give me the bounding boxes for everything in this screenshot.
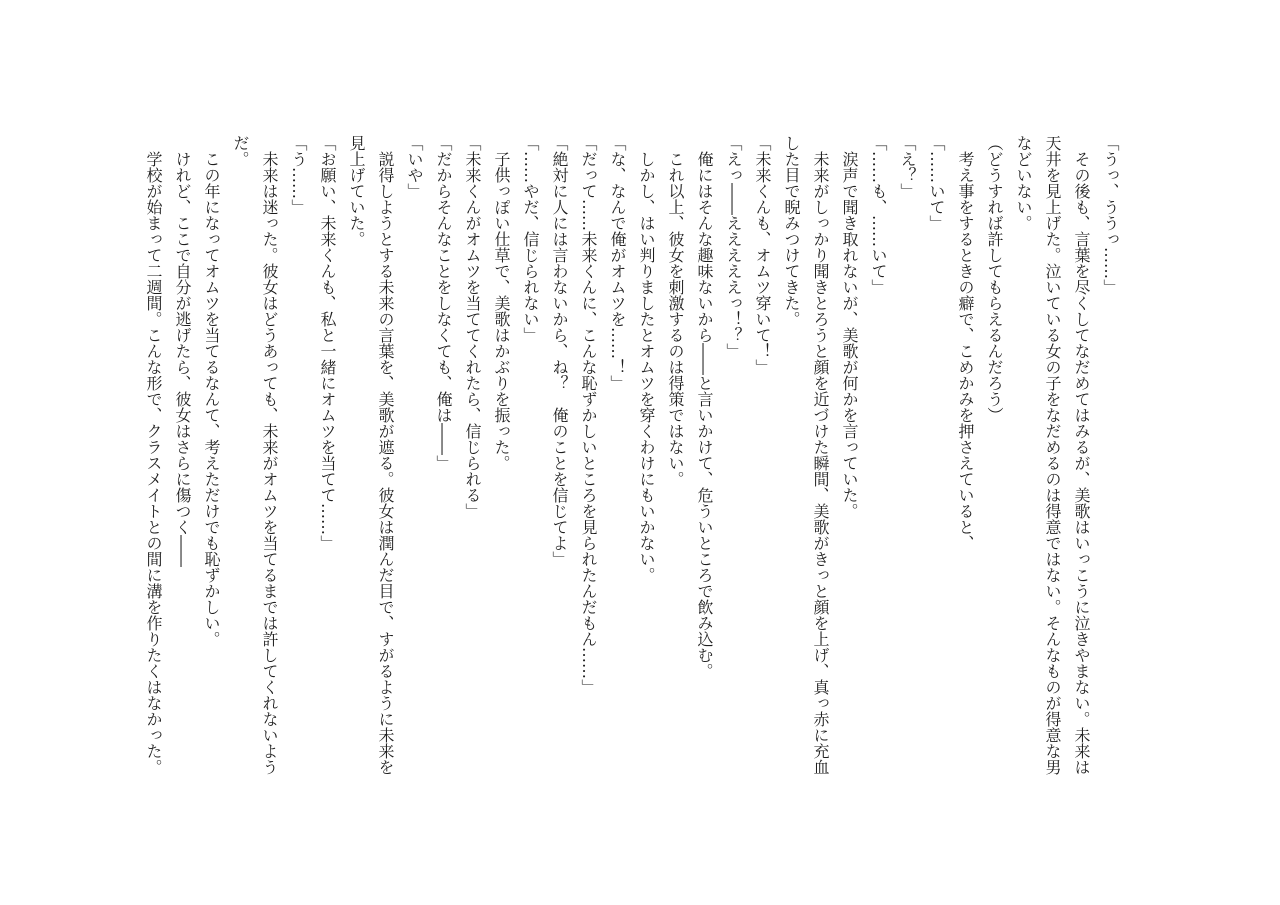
paragraph [168, 135, 197, 780]
paragraph [429, 135, 458, 780]
text-line: 未来がしっかり聞きとろうと顔を近づけた瞬間、美歌がきっと顔を上げ、真っ赤に充血 [811, 135, 830, 775]
text-line: 「いや」 [405, 135, 424, 199]
paragraph [400, 135, 429, 780]
paragraph [980, 135, 1009, 780]
text-line: 説得しようとする未来の言葉を、美歌が遮る。彼女は潤んだ目で、すがるように未来を [376, 135, 395, 775]
paragraph [951, 135, 980, 780]
paragraph [777, 135, 835, 780]
text-line: 「え？」 [898, 135, 917, 199]
text-line: 俺にはそんな趣味ないから――と言いかけて、危ういところで飲み込む。 [695, 135, 714, 679]
paragraph [284, 135, 313, 780]
text-line: （どうすれば許してもらえるんだろう） [985, 135, 1004, 423]
paragraph [226, 135, 284, 780]
text-line: その後も、言葉を尽くしてなだめてはみるが、美歌はいっこうに泣きやまない。未来は [1072, 135, 1091, 775]
text-line: 「未来くんがオムツを当ててくれたら、信じられる」 [463, 135, 482, 519]
paragraph [197, 135, 226, 780]
text-line: 天井を見上げた。泣いている女の子をなだめるのは得意ではない。そんなものが得意な男 [1043, 135, 1062, 775]
paragraph [893, 135, 922, 780]
text-line: だ。 [231, 135, 250, 167]
paragraph [603, 135, 632, 780]
paragraph [574, 135, 603, 780]
paragraph [545, 135, 574, 780]
text-line: けれど、ここで自分が逃げたら、彼女はさらに傷つく―― [173, 135, 192, 567]
paragraph [139, 135, 168, 780]
text-line: 考え事をするときの癖で、こめかみを押さえていると、 [956, 135, 975, 551]
text-line: 「だからそんなことをしなくても、俺は――」 [434, 135, 453, 471]
paragraph [342, 135, 400, 780]
text-line: した目で睨みつけてきた。 [782, 135, 801, 327]
text-line: 「えっ――えええええっ！？」 [724, 135, 743, 359]
paragraph [516, 135, 545, 780]
paragraph [748, 135, 777, 780]
paragraph [719, 135, 748, 780]
paragraph [313, 135, 342, 780]
vertical-text-body [139, 135, 1125, 780]
text-line: 「……いて」 [927, 135, 946, 231]
text-line: 「お願い、未来くんも、私と一緒にオムツを当てて……」 [318, 135, 337, 551]
paragraph [632, 135, 661, 780]
text-line: 見上げていた。 [347, 135, 366, 247]
text-line: 子供っぽい仕草で、美歌はかぶりを振った。 [492, 135, 511, 471]
text-line: 「な、なんで俺がオムツを……！」 [608, 135, 627, 391]
text-line: 未来は迷った。彼女はどうあっても、未来がオムツを当てるまでは許してくれないよう [260, 135, 279, 775]
paragraph [1009, 135, 1096, 780]
text-line: などいない。 [1014, 135, 1033, 231]
text-line: 「……も、……いて」 [869, 135, 888, 295]
paragraph [1096, 135, 1125, 780]
paragraph [922, 135, 951, 780]
paragraph [690, 135, 719, 780]
paragraph [864, 135, 893, 780]
paragraph [458, 135, 487, 780]
text-line: 「うっ、ううっ……」 [1101, 135, 1120, 295]
paragraph [661, 135, 690, 780]
text-line: 「だって……未来くんに、こんな恥ずかしいところを見られたんだもん……」 [579, 135, 598, 695]
text-line: 「絶対に人には言わないから、ね？ 俺のことを信じてよ」 [550, 135, 569, 567]
text-line: 「う……」 [289, 135, 308, 215]
text-line: 「未来くんも、オムツ穿いて！」 [753, 135, 772, 375]
text-line: 学校が始まって二週間。こんな形で、クラスメイトとの間に溝を作りたくはなかった。 [144, 135, 163, 775]
paragraph [835, 135, 864, 780]
text-line: この年になってオムツを当てるなんて、考えただけでも恥ずかしい。 [202, 135, 221, 647]
text-line: しかし、はい判りましたとオムツを穿くわけにもいかない。 [637, 135, 656, 583]
text-line: 「……やだ、信じられない」 [521, 135, 540, 343]
text-line: これ以上、彼女を刺激するのは得策ではない。 [666, 135, 685, 487]
paragraph [487, 135, 516, 780]
text-line: 涙声で聞き取れないが、美歌が何かを言っていた。 [840, 135, 859, 519]
